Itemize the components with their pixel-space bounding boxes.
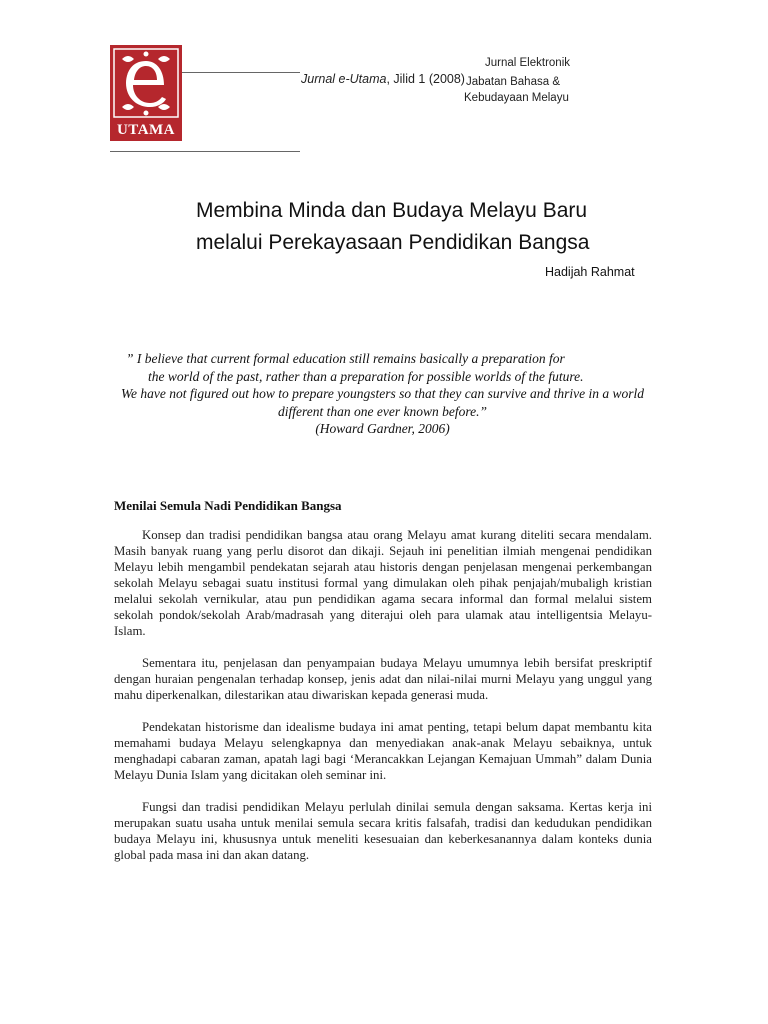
paragraph: Konsep dan tradisi pendidikan bangsa atau orang Melayu amat kurang diteliti secara mendalam. Masih banyak ruang yang perlu disorot dan dikaji. Sejauh ini penelitian ilmiah mengenai pendidikan Melayu lebih mengambil pendekatan sejarah atau historis dengan penjelasan mengenai perkembangan sekolah Melayu sebagai suatu institusi formal yang dimulakan oleh pihak penjajah/mubaligh kristian melalui sekolah vernikular, atau pun pendidikan agama secara informal dan formal melalui sistem sekolah pondok/sekolah Arab/madrasah yang diterajui oleh para ulamak atau intelligentsia Melayu-Islam.	[114, 528, 652, 638]
e-utama-logo	[110, 45, 182, 141]
paragraph: Fungsi dan tradisi pendidikan Melayu perlulah dinilai semula dengan saksama. Kertas kerja ini merupakan suatu usaha untuk menilai semula secara kritis falsafah, tradisi dan kedudukan pendidikan budaya Melayu ini, khususnya untuk meneliti kesesuaian dan keberkesanannya dalam konteks dunia global pada masa ini dan akan datang.	[114, 800, 652, 862]
journal-department	[466, 74, 569, 106]
quote-line-1: ” I believe that current formal education still remains basically a preparation for	[126, 351, 565, 366]
department-line1: Jabatan Bahasa &	[466, 76, 560, 88]
paragraph: Sementara itu, penjelasan dan penyampaian budaya Melayu umumnya lebih bersifat preskriptif dengan huraian pengenalan terhadap konsep, jenis adat dan nilai-nilai murni Melayu yang unggul yang mahu diperkenalkan, dilestarikan atau diwariskan kepada generasi muda.	[114, 656, 652, 702]
title-line-1: Membina Minda dan Budaya Melayu Baru	[196, 199, 588, 222]
quote-attribution: (Howard Gardner, 2006)	[315, 421, 450, 436]
quote-line-3: We have not figured out how to prepare youngsters so that they can survive and thrive in a world different than one ever known before.”	[121, 386, 644, 419]
title-line-2: melalui Perekayasaan Pendidikan Bangsa	[196, 231, 590, 254]
e-utama-emblem-icon	[110, 45, 182, 121]
section-heading: Menilai Semula Nadi Pendidikan Bangsa	[114, 498, 342, 513]
journal-type: Jurnal Elektronik	[484, 57, 570, 69]
journal-volume: , Jilid 1 (2008)	[386, 72, 465, 86]
header-rule-top	[182, 72, 300, 73]
paragraph: Pendekatan historisme dan idealisme budaya ini amat penting, tetapi belum dapat membantu kita memahami budaya Melayu selengkapnya dan menyediakan anak-anak Melayu sebaiknya, untuk menghadapi cabaran zaman, apatah lagi bagi ‘Merancakkan Lejangan Kemajuan Ummah” dalam Dunia Melayu Dunia Islam yang dicitakan oleh seminar ini.	[114, 720, 652, 782]
journal-citation	[301, 72, 465, 86]
article-title	[196, 195, 666, 259]
department-line2: Kebudayaan Melayu	[464, 92, 569, 104]
epigraph-quote	[120, 350, 645, 438]
header-rule-bottom	[110, 151, 300, 152]
logo-wordmark: UTAMA	[116, 122, 176, 138]
journal-name: Jurnal e-Utama	[301, 72, 387, 86]
author-name: Hadijah Rahmat	[545, 265, 635, 279]
body-text	[114, 527, 652, 879]
quote-line-2: the world of the past, rather than a preparation for possible worlds of the future.	[148, 368, 584, 384]
journal-info	[485, 55, 570, 72]
